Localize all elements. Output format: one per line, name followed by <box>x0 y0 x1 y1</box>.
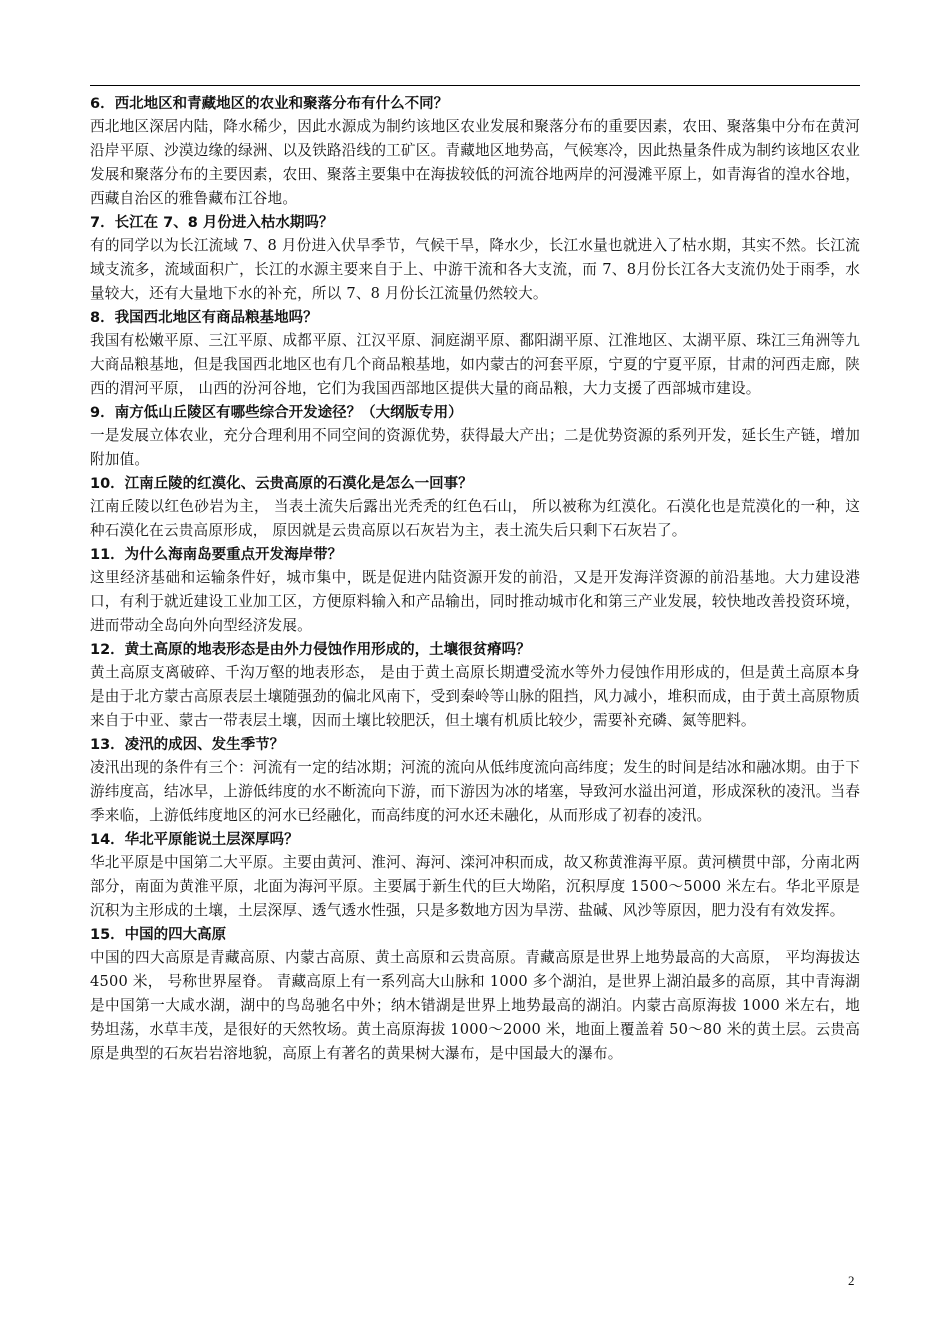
question-9: 9．南方低山丘陵区有哪些综合开发途径？（大纲版专用） <box>90 405 463 421</box>
answer-12: 黄土高原支离破碎、千沟万壑的地表形态， 是由于黄土高原长期遭受流水等外力侵蚀作用形成的，但是黄土高原本身是由于北方蒙古高原表层土壤随强劲的偏北风南下，受到秦岭等山脉的阻挡，风力减小，堆积而成，由于黄土高原物质来自于中亚、蒙古一带表层土壤，因而土壤比较肥沃，但土壤有机质比较少，需要补充磷、氮等肥料。 <box>90 664 860 729</box>
answer-9: 一是发展立体农业，充分合理利用不同空间的资源优势，获得最大产出；二是优势资源的系列开发，延长生产链，增加附加值。 <box>90 427 860 468</box>
answer-13: 凌汛出现的条件有三个：河流有一定的结冰期；河流的流向从低纬度流向高纬度；发生的时间是结冰和融冰期。由于下游纬度高，结冰早，上游低纬度的水不断流向下游，而下游因为冰的堵塞，导致河水溢出河道，形成深秋的凌汛。当春季来临，上游低纬度地区的河水已经融化，而高纬度的河水还未融化，从而形成了初春的凌汛。 <box>90 759 860 824</box>
question-7: 7．长江在 7、8 月份进入枯水期吗？ <box>90 215 334 231</box>
header-rule <box>90 85 860 86</box>
answer-15: 中国的四大高原是青藏高原、内蒙古高原、黄土高原和云贵高原。青藏高原是世界上地势最高的大高原， 平均海拔达 4500 米， 号称世界屋脊。 青藏高原上有一系列高大山脉和 1000 多个湖泊，是世界上湖泊最多的高原，其中青海湖是中国第一大咸水湖，湖中的鸟岛驰名中外；纳木错湖是世界上地势最高的湖泊。内蒙古高原海拔 1000 米左右，地势坦荡，水草丰茂，是很好的天然牧场。黄土高原海拔 1000～2000 米，地面上覆盖着 50～80 米的黄土层。云贵高原是典型的石灰岩岩溶地貌，高原上有著名的黄果树大瀑布，是中国最大的瀑布。 <box>90 949 860 1062</box>
question-11: 11．为什么海南岛要重点开发海岸带？ <box>90 547 343 563</box>
question-12: 12．黄土高原的地表形态是由外力侵蚀作用形成的，土壤很贫瘠吗？ <box>90 642 531 658</box>
answer-6: 西北地区深居内陆，降水稀少，因此水源成为制约该地区农业发展和聚落分布的重要因素，农田、聚落集中分布在黄河沿岸平原、沙漠边缘的绿洲、以及铁路沿线的工矿区。青藏地区地势高，气候寒冷，因此热量条件成为制约该地区农业发展和聚落分布的主要因素，农田、聚落主要集中在海拔较低的河流谷地两岸的河漫滩平原上，如青海省的湟水谷地，西藏自治区的雅鲁藏布江谷地。 <box>90 118 860 207</box>
question-6: 6．西北地区和青藏地区的农业和聚落分布有什么不同？ <box>90 96 449 112</box>
question-10: 10．江南丘陵的红漠化、云贵高原的石漠化是怎么一回事？ <box>90 476 473 492</box>
document-content <box>90 93 860 1067</box>
question-13: 13．凌汛的成因、发生季节？ <box>90 737 285 753</box>
question-14: 14．华北平原能说土层深厚吗？ <box>90 832 299 848</box>
answer-14: 华北平原是中国第二大平原。主要由黄河、淮河、海河、滦河冲积而成，故又称黄淮海平原。黄河横贯中部，分南北两部分，南面为黄淮平原，北面为海河平原。主要属于新生代的巨大坳陷，沉积厚度 1500～5000 米左右。华北平原是沉积为主形成的土壤，土层深厚、透气透水性强，只是多数地方因为旱涝、盐碱、风沙等原因，肥力没有有效发挥。 <box>90 854 860 919</box>
question-8: 8．我国西北地区有商品粮基地吗？ <box>90 310 318 326</box>
question-15: 15．中国的四大高原 <box>90 927 227 943</box>
answer-11: 这里经济基础和运输条件好，城市集中，既是促进内陆资源开发的前沿，又是开发海洋资源的前沿基地。大力建设港口，有利于就近建设工业加工区，方便原料输入和产品输出，同时推动城市化和第三产业发展，较快地改善投资环境，进而带动全岛向外向型经济发展。 <box>90 569 860 634</box>
answer-10: 江南丘陵以红色砂岩为主， 当表土流失后露出光秃秃的红色石山， 所以被称为红漠化。石漠化也是荒漠化的一种，这种石漠化在云贵高原形成， 原因就是云贵高原以石灰岩为主，表土流失后只剩下石灰岩了。 <box>90 498 860 539</box>
answer-7: 有的同学以为长江流域 7、8 月份进入伏旱季节，气候干旱，降水少，长江水量也就进入了枯水期，其实不然。长江流域支流多，流域面积广，长江的水源主要来自于上、中游干流和各大支流，而 7、8月份长江各大支流仍处于雨季，水量较大，还有大量地下水的补充，所以 7、8 月份长江流量仍然较大。 <box>90 237 860 302</box>
answer-8: 我国有松嫩平原、三江平原、成都平原、江汉平原、洞庭湖平原、鄱阳湖平原、江淮地区、太湖平原、珠江三角洲等九大商品粮基地，但是我国西北地区也有几个商品粮基地，如内蒙古的河套平原，宁夏的宁夏平原，甘肃的河西走廊，陕西的渭河平原， 山西的汾河谷地，它们为我国西部地区提供大量的商品粮，大力支援了西部城市建设。 <box>90 332 860 397</box>
page-number: 2 <box>848 1273 855 1288</box>
